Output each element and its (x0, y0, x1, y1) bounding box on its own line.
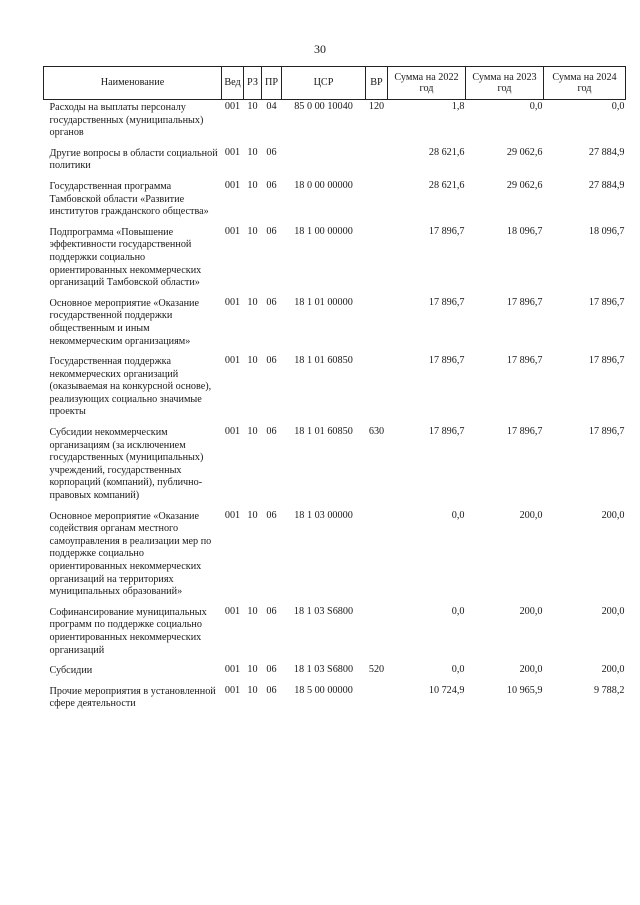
cell-sum-2024: 17 896,7 (588, 296, 625, 308)
table-row (44, 225, 626, 296)
cell-rz: 10 (247, 296, 258, 308)
cell-sum-2022: 17 896,7 (428, 225, 465, 237)
cell-pr: 06 (266, 664, 277, 676)
cell-ved: 001 (224, 605, 241, 617)
cell-rz: 10 (247, 225, 258, 237)
cell-csr: 18 1 01 60850 (294, 355, 353, 367)
cell-vr (366, 179, 388, 225)
header-rz: РЗ (244, 67, 262, 100)
header-sum-2023: Сумма на 2023 год (466, 67, 544, 100)
cell-csr: 18 1 03 S6800 (293, 605, 354, 617)
cell-vr (366, 509, 388, 605)
cell-name: Государственная программа Тамбовской области «Развитие институтов гражданского общества» (49, 180, 209, 218)
cell-sum-2023: 29 062,6 (506, 179, 543, 191)
cell-name: Софинансирование муниципальных программ по поддержке социально ориентированных некоммерческих организаций (49, 606, 207, 656)
cell-pr: 06 (266, 684, 277, 696)
cell-rz: 10 (247, 101, 258, 112)
cell-sum-2023: 0,0 (529, 101, 543, 112)
cell-sum-2022: 17 896,7 (428, 426, 465, 438)
cell-sum-2022: 28 621,6 (428, 179, 465, 191)
cell-rz: 10 (247, 509, 258, 521)
cell-sum-2024: 17 896,7 (588, 355, 625, 367)
cell-pr: 06 (266, 296, 277, 308)
cell-sum-2023: 29 062,6 (506, 146, 543, 158)
cell-csr: 18 5 00 00000 (294, 684, 353, 696)
cell-sum-2024: 18 096,7 (588, 225, 625, 237)
cell-pr: 06 (266, 426, 277, 438)
header-name: Наименование (44, 67, 222, 100)
cell-sum-2023: 18 096,7 (506, 225, 543, 237)
cell-ved: 001 (224, 296, 241, 308)
cell-rz: 10 (247, 426, 258, 438)
cell-sum-2022: 0,0 (451, 664, 465, 676)
cell-ved: 001 (224, 664, 241, 676)
cell-name: Подпрограмма «Повышение эффективности государственной поддержки социально ориентированных некоммерческих организаций Тамбовской области» (49, 226, 202, 289)
cell-sum-2023: 17 896,7 (506, 355, 543, 367)
cell-csr: 18 1 01 60850 (294, 426, 353, 438)
budget-table (43, 66, 625, 717)
cell-sum-2024: 200,0 (601, 664, 625, 676)
cell-csr: 18 1 01 00000 (294, 296, 353, 308)
cell-vr (366, 605, 388, 663)
cell-ved: 001 (224, 225, 241, 237)
cell-name: Субсидии (49, 665, 93, 677)
cell-sum-2024: 200,0 (601, 605, 625, 617)
cell-rz: 10 (247, 664, 258, 676)
table-row (44, 146, 626, 179)
cell-sum-2022: 0,0 (451, 605, 465, 617)
cell-name: Основное мероприятие «Оказание государственной поддержки общественным и иным некоммерческим организациям» (49, 297, 200, 347)
cell-csr: 18 1 03 S6800 (293, 664, 354, 676)
header-sum-2022: Сумма на 2022 год (388, 67, 466, 100)
cell-sum-2023: 200,0 (519, 664, 543, 676)
header-sum-2024: Сумма на 2024 год (544, 67, 626, 100)
cell-vr (366, 354, 388, 425)
cell-vr (366, 296, 388, 354)
header-ved: Вед (222, 67, 244, 100)
cell-pr: 06 (266, 509, 277, 521)
cell-pr: 06 (266, 146, 277, 158)
cell-rz: 10 (247, 146, 258, 158)
cell-vr (366, 146, 388, 179)
cell-csr: 18 1 00 00000 (294, 225, 353, 237)
table-header-row (44, 67, 626, 100)
cell-pr: 06 (266, 179, 277, 191)
cell-sum-2023: 10 965,9 (506, 684, 543, 696)
cell-name: Государственная поддержка некоммерческих организаций (оказываемая на конкурсной основе), реализующих социально значимые проекты (49, 356, 212, 418)
table-row (44, 425, 626, 509)
cell-pr: 04 (266, 101, 277, 112)
cell-rz: 10 (247, 179, 258, 191)
cell-vr: 120 (368, 101, 385, 112)
table-row (44, 354, 626, 425)
cell-ved: 001 (224, 509, 241, 521)
cell-sum-2022: 28 621,6 (428, 146, 465, 158)
cell-sum-2024: 9 788,2 (593, 684, 625, 696)
cell-ved: 001 (224, 179, 241, 191)
cell-vr: 520 (368, 664, 385, 676)
cell-vr (366, 225, 388, 296)
cell-sum-2022: 17 896,7 (428, 296, 465, 308)
cell-csr: 18 0 00 00000 (294, 179, 353, 191)
table-row (44, 684, 626, 717)
cell-rz: 10 (247, 684, 258, 696)
cell-sum-2023: 200,0 (519, 509, 543, 521)
cell-rz: 10 (247, 605, 258, 617)
cell-ved: 001 (224, 355, 241, 367)
cell-ved: 001 (224, 101, 241, 112)
cell-vr (366, 684, 388, 717)
cell-sum-2024: 0,0 (611, 101, 625, 112)
cell-name: Другие вопросы в области социальной политики (49, 147, 218, 172)
cell-rz: 10 (247, 355, 258, 367)
cell-sum-2023: 17 896,7 (506, 426, 543, 438)
cell-csr: 85 0 00 10040 (294, 101, 353, 112)
cell-sum-2022: 0,0 (451, 509, 465, 521)
table-row (44, 100, 626, 146)
cell-sum-2024: 27 884,9 (588, 146, 625, 158)
table-row (44, 509, 626, 605)
table-row (44, 605, 626, 663)
cell-pr: 06 (266, 225, 277, 237)
cell-ved: 001 (224, 146, 241, 158)
cell-sum-2023: 200,0 (519, 605, 543, 617)
cell-ved: 001 (224, 426, 241, 438)
header-csr: ЦСР (282, 67, 366, 100)
cell-name: Основное мероприятие «Оказание содействия органам местного самоуправления в реализации мер по поддержке социально ориентированных некоммерческих организаций на территориях муниципальных образований» (49, 510, 212, 598)
cell-sum-2024: 200,0 (601, 509, 625, 521)
cell-sum-2022: 1,8 (451, 101, 465, 112)
header-vr: ВР (366, 67, 388, 100)
cell-sum-2024: 27 884,9 (588, 179, 625, 191)
cell-sum-2023: 17 896,7 (506, 296, 543, 308)
cell-csr (282, 146, 366, 179)
cell-sum-2022: 17 896,7 (428, 355, 465, 367)
header-pr: ПР (262, 67, 282, 100)
table-row (44, 179, 626, 225)
cell-ved: 001 (224, 684, 241, 696)
cell-name: Прочие мероприятия в установленной сфере деятельности (49, 685, 216, 710)
cell-csr: 18 1 03 00000 (294, 509, 353, 521)
cell-pr: 06 (266, 355, 277, 367)
cell-sum-2022: 10 724,9 (428, 684, 465, 696)
page-number: 30 (314, 42, 326, 56)
cell-sum-2024: 17 896,7 (588, 426, 625, 438)
cell-vr: 630 (368, 426, 385, 438)
table-row (44, 663, 626, 684)
cell-name: Субсидии некоммерческим организациям (за исключением государственных (муниципальных) учреждений, государственных корпораций (компаний), публично-правовых компаний) (49, 427, 204, 502)
table-row (44, 296, 626, 354)
cell-name: Расходы на выплаты персоналу государственных (муниципальных) органов (49, 102, 204, 139)
cell-pr: 06 (266, 605, 277, 617)
